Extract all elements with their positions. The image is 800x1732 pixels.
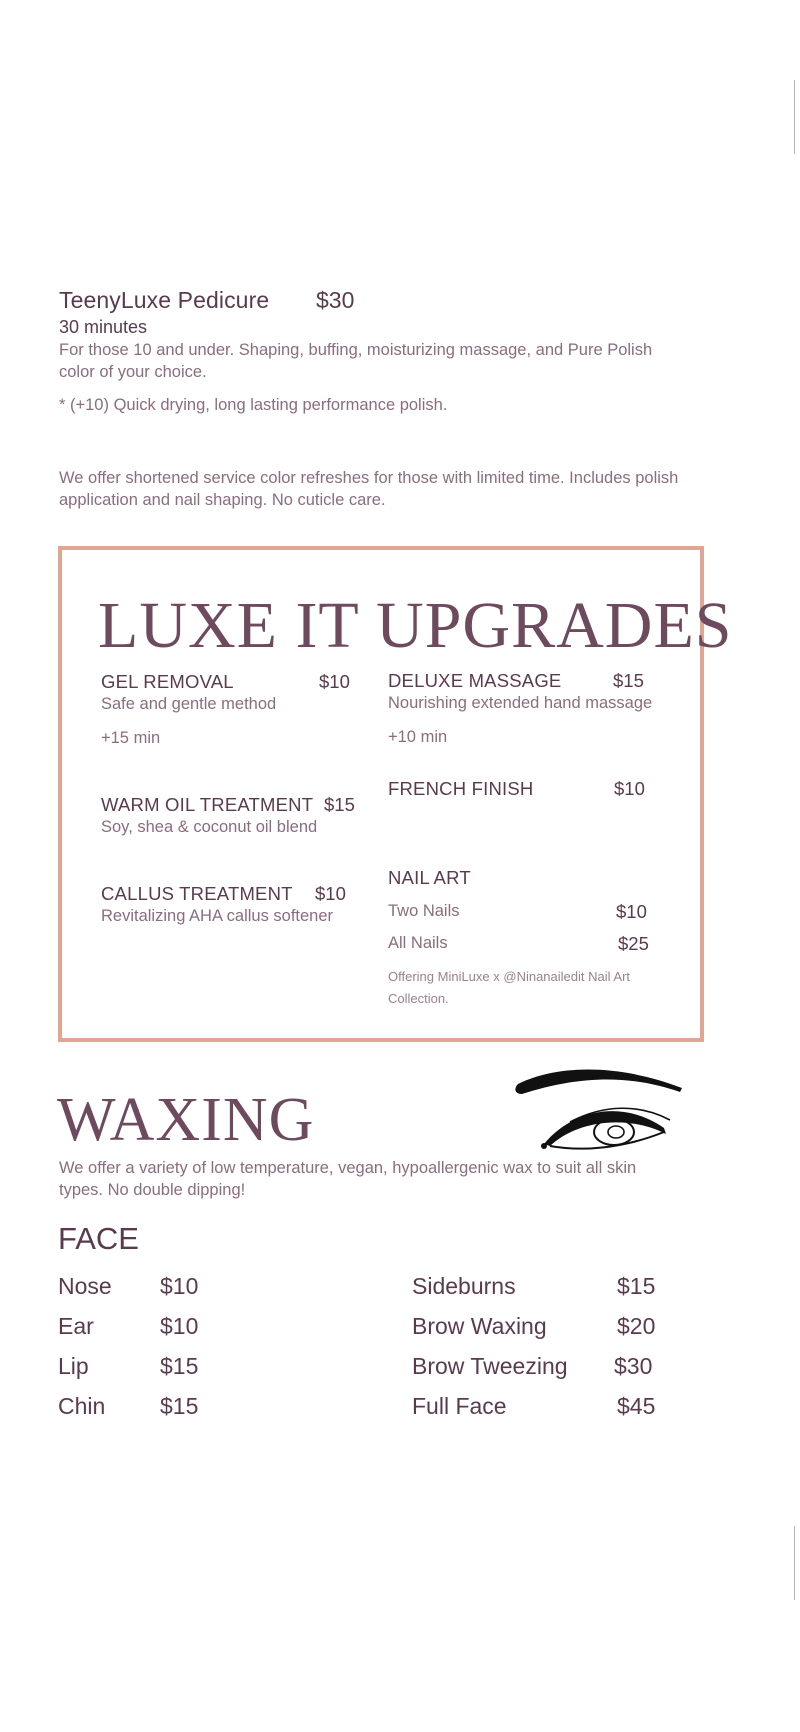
warm-oil-desc: Soy, shea & coconut oil blend <box>101 818 318 836</box>
face-title: FACE <box>58 1221 139 1256</box>
face-item-name: Nose <box>58 1273 112 1299</box>
face-item-price: $10 <box>160 1313 199 1339</box>
face-item-name: Full Face <box>412 1393 507 1419</box>
face-item-name: Brow Tweezing <box>412 1353 568 1379</box>
face-item-name: Chin <box>58 1393 106 1419</box>
nail-art-all-label: All Nails <box>388 934 448 952</box>
face-item-price: $45 <box>617 1393 656 1419</box>
deluxe-massage-price: $15 <box>613 670 644 691</box>
face-item-name: Lip <box>58 1353 89 1379</box>
gel-removal-name: GEL REMOVAL <box>101 671 234 692</box>
deluxe-massage-extra: +10 min <box>388 728 448 746</box>
nail-art-note-line2: Collection. <box>388 991 449 1006</box>
warm-oil-name: WARM OIL TREATMENT <box>101 794 314 815</box>
refresh-line1: We offer shortened service color refreshes for those with limited time. Includes polish <box>59 469 679 487</box>
teeny-desc-line2: color of your choice. <box>59 363 207 381</box>
eye-illustration-icon <box>514 1060 686 1156</box>
teeny-price: $30 <box>316 287 355 313</box>
nail-art-note-line1: Offering MiniLuxe x @Ninanailedit Nail Art <box>388 969 631 984</box>
teeny-title: TeenyLuxe Pedicure <box>59 287 270 313</box>
upgrades-title: LUXE IT UPGRADES <box>98 589 733 662</box>
callus-name: CALLUS TREATMENT <box>101 883 293 904</box>
face-item-price: $20 <box>617 1313 656 1339</box>
french-finish-name: FRENCH FINISH <box>388 778 534 799</box>
face-item-name: Brow Waxing <box>412 1313 547 1339</box>
gel-removal-price: $10 <box>319 671 350 692</box>
deluxe-massage-name: DELUXE MASSAGE <box>388 670 562 691</box>
teeny-desc-line1: For those 10 and under. Shaping, buffing, moisturizing massage, and Pure Polish <box>59 341 653 359</box>
gel-removal-extra: +15 min <box>101 729 161 747</box>
nail-art-two-label: Two Nails <box>388 902 460 920</box>
callus-price: $10 <box>315 883 346 904</box>
edge-mark-top <box>794 80 795 154</box>
french-finish-price: $10 <box>614 778 645 799</box>
waxing-desc-line1: We offer a variety of low temperature, vegan, hypoallergenic wax to suit all skin <box>59 1159 637 1177</box>
face-item-name: Ear <box>58 1313 94 1339</box>
waxing-desc-line2: types. No double dipping! <box>59 1181 246 1199</box>
refresh-line2: application and nail shaping. No cuticle care. <box>59 491 386 509</box>
face-item-price: $10 <box>160 1273 199 1299</box>
nail-art-two-price: $10 <box>616 901 647 922</box>
waxing-title: WAXING <box>57 1086 315 1154</box>
teeny-addon: * (+10) Quick drying, long lasting performance polish. <box>59 396 448 414</box>
callus-desc: Revitalizing AHA callus softener <box>101 907 334 925</box>
face-item-price: $15 <box>617 1273 656 1299</box>
gel-removal-desc: Safe and gentle method <box>101 695 277 713</box>
nail-art-all-price: $25 <box>618 933 649 954</box>
teeny-duration: 30 minutes <box>59 317 148 337</box>
nail-art-name: NAIL ART <box>388 867 471 888</box>
face-item-price: $30 <box>614 1353 653 1379</box>
deluxe-massage-desc: Nourishing extended hand massage <box>388 694 653 712</box>
face-item-price: $15 <box>160 1353 199 1379</box>
face-item-price: $15 <box>160 1393 199 1419</box>
edge-mark-bottom <box>794 1526 795 1600</box>
face-item-name: Sideburns <box>412 1273 516 1299</box>
warm-oil-price: $15 <box>324 794 355 815</box>
